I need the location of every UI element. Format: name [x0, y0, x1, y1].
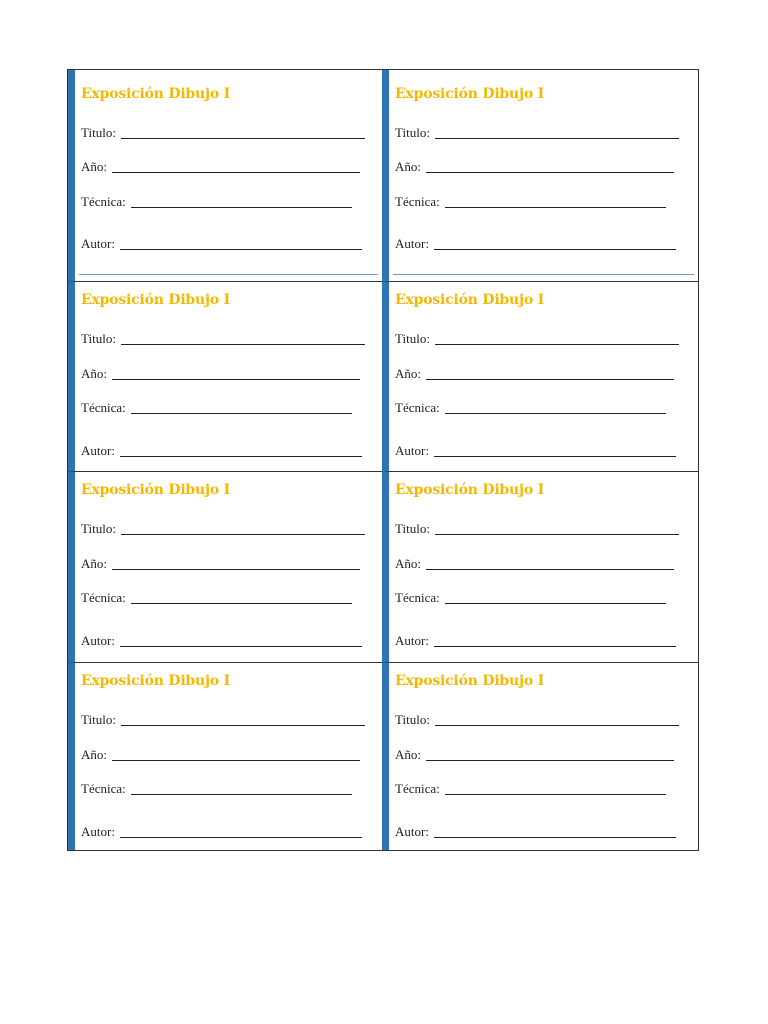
ano-blank-line: [426, 171, 674, 173]
titulo-field: [395, 122, 679, 140]
titulo-blank-line: [121, 724, 365, 726]
autor-blank-line: [120, 645, 362, 647]
tecnica-field: [81, 587, 352, 605]
titulo-label: Titulo:: [81, 125, 116, 140]
autor-blank-line: [120, 455, 362, 457]
tecnica-label: Técnica:: [395, 400, 440, 415]
ano-label: Año:: [395, 159, 421, 174]
titulo-blank-line: [121, 533, 365, 535]
exhibition-label-card: [382, 281, 698, 471]
tecnica-blank-line: [131, 793, 352, 795]
ano-blank-line: [426, 378, 674, 380]
exhibition-label-card: [68, 662, 382, 850]
titulo-label: Titulo:: [395, 331, 430, 346]
titulo-label: Titulo:: [81, 521, 116, 536]
autor-field: [81, 440, 362, 458]
tecnica-field: [395, 587, 666, 605]
titulo-blank-line: [435, 533, 679, 535]
card-title: Exposición Dibujo I: [81, 86, 231, 102]
ano-blank-line: [112, 568, 360, 570]
autor-blank-line: [434, 836, 676, 838]
tecnica-label: Técnica:: [395, 781, 440, 796]
titulo-field: [81, 122, 365, 140]
titulo-label: Titulo:: [81, 712, 116, 727]
autor-label: Autor:: [81, 633, 115, 648]
ano-label: Año:: [81, 159, 107, 174]
label-sheet: [67, 69, 699, 851]
ano-label: Año:: [81, 366, 107, 381]
ano-blank-line: [112, 759, 360, 761]
autor-label: Autor:: [395, 633, 429, 648]
tecnica-blank-line: [445, 412, 666, 414]
titulo-field: [395, 328, 679, 346]
tecnica-blank-line: [445, 793, 666, 795]
titulo-blank-line: [121, 137, 365, 139]
titulo-blank-line: [435, 137, 679, 139]
autor-label: Autor:: [81, 236, 115, 251]
titulo-field: [81, 328, 365, 346]
tecnica-field: [81, 778, 352, 796]
ano-field: [81, 156, 360, 174]
exhibition-label-card: [68, 471, 382, 662]
ano-label: Año:: [395, 366, 421, 381]
autor-label: Autor:: [81, 443, 115, 458]
ano-field: [395, 363, 674, 381]
card-title: Exposición Dibujo I: [81, 482, 231, 498]
tecnica-label: Técnica:: [395, 194, 440, 209]
exhibition-label-card: [68, 281, 382, 471]
autor-blank-line: [120, 248, 362, 250]
ano-field: [81, 363, 360, 381]
ano-field: [81, 553, 360, 571]
titulo-field: [81, 518, 365, 536]
card-title: Exposición Dibujo I: [395, 292, 545, 308]
ano-label: Año:: [81, 747, 107, 762]
exhibition-label-card: [382, 662, 698, 850]
titulo-blank-line: [435, 343, 679, 345]
tecnica-field: [395, 778, 666, 796]
ano-field: [81, 744, 360, 762]
autor-field: [395, 630, 676, 648]
tecnica-field: [395, 397, 666, 415]
titulo-label: Titulo:: [395, 712, 430, 727]
tecnica-label: Técnica:: [81, 781, 126, 796]
autor-label: Autor:: [81, 824, 115, 839]
ano-blank-line: [426, 568, 674, 570]
card-title: Exposición Dibujo I: [395, 482, 545, 498]
ano-field: [395, 156, 674, 174]
ano-label: Año:: [395, 556, 421, 571]
tecnica-label: Técnica:: [81, 400, 126, 415]
tecnica-blank-line: [445, 602, 666, 604]
autor-label: Autor:: [395, 824, 429, 839]
tecnica-label: Técnica:: [395, 590, 440, 605]
titulo-field: [395, 709, 679, 727]
autor-blank-line: [434, 248, 676, 250]
titulo-label: Titulo:: [395, 125, 430, 140]
exhibition-label-card: [68, 70, 382, 281]
titulo-label: Titulo:: [81, 331, 116, 346]
exhibition-label-card: [382, 471, 698, 662]
autor-label: Autor:: [395, 443, 429, 458]
card-title: Exposición Dibujo I: [395, 86, 545, 102]
tecnica-blank-line: [131, 412, 352, 414]
autor-field: [395, 440, 676, 458]
titulo-blank-line: [435, 724, 679, 726]
ano-field: [395, 744, 674, 762]
titulo-blank-line: [121, 343, 365, 345]
autor-field: [81, 630, 362, 648]
tecnica-label: Técnica:: [81, 590, 126, 605]
autor-blank-line: [434, 455, 676, 457]
tecnica-blank-line: [131, 206, 352, 208]
autor-field: [395, 233, 676, 251]
tecnica-field: [81, 191, 352, 209]
tecnica-field: [395, 191, 666, 209]
exhibition-label-card: [382, 70, 698, 281]
autor-blank-line: [434, 645, 676, 647]
autor-field: [81, 233, 362, 251]
card-title: Exposición Dibujo I: [395, 673, 545, 689]
autor-label: Autor:: [395, 236, 429, 251]
autor-field: [395, 821, 676, 839]
autor-blank-line: [120, 836, 362, 838]
tecnica-label: Técnica:: [81, 194, 126, 209]
tecnica-field: [81, 397, 352, 415]
autor-field: [81, 821, 362, 839]
titulo-field: [81, 709, 365, 727]
tecnica-blank-line: [131, 602, 352, 604]
ano-field: [395, 553, 674, 571]
titulo-label: Titulo:: [395, 521, 430, 536]
ano-blank-line: [112, 378, 360, 380]
ano-blank-line: [112, 171, 360, 173]
card-title: Exposición Dibujo I: [81, 292, 231, 308]
card-title: Exposición Dibujo I: [81, 673, 231, 689]
tecnica-blank-line: [445, 206, 666, 208]
titulo-field: [395, 518, 679, 536]
ano-label: Año:: [395, 747, 421, 762]
ano-label: Año:: [81, 556, 107, 571]
ano-blank-line: [426, 759, 674, 761]
